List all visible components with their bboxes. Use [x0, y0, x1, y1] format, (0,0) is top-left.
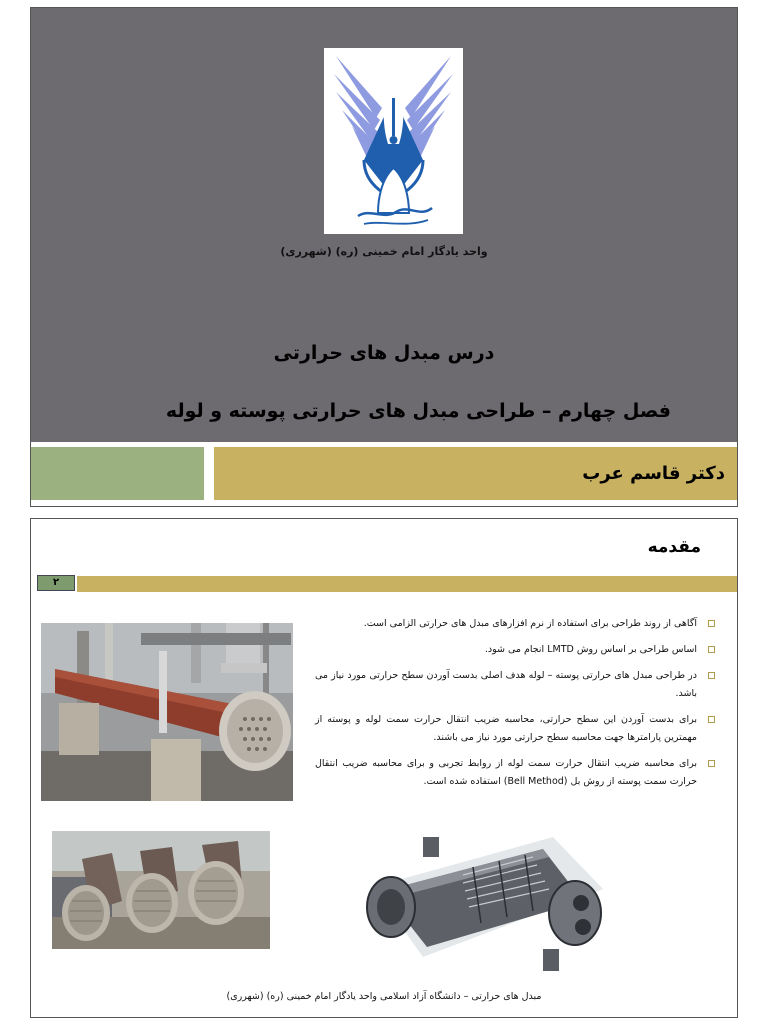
page-number-badge: ۲ — [37, 575, 75, 591]
list-item — [315, 641, 715, 659]
bullet-text: آگاهی از روند طراحی برای استفاده از نرم افزارهای مبدل های حرارتی الزامی است. — [363, 618, 697, 629]
title-underline-bar — [77, 576, 737, 592]
square-bullet-icon — [708, 716, 715, 723]
title-slide — [30, 7, 738, 507]
slide-title: مقدمه — [647, 537, 701, 557]
title-slide-divider — [31, 442, 737, 446]
square-bullet-icon — [708, 620, 715, 627]
exchanger-cutaway-drawing — [353, 827, 617, 981]
list-item — [315, 667, 715, 703]
title-slide-top-panel — [31, 8, 737, 442]
course-title: درس مبدل های حرارتی — [273, 342, 495, 364]
list-item — [315, 755, 715, 791]
slide-footer: مبدل های حرارتی – دانشگاه آزاد اسلامی واحد یادگار امام خمینی (ره) (شهرری) — [226, 991, 542, 1002]
bullet-text: برای بدست آوردن این سطح حرارتی، محاسبه ضریب انتقال حرارت سمت لوله و پوسته از مهمترین پارامترها جهت محاسبه سطح حرارتی مورد نیاز می باشند. — [315, 714, 697, 743]
square-bullet-icon — [708, 646, 715, 653]
square-bullet-icon — [708, 672, 715, 679]
author-bar — [214, 447, 737, 500]
bullet-list — [315, 615, 715, 799]
list-item — [315, 615, 715, 633]
bullet-text: برای محاسبه ضریب انتقال حرارت سمت لوله از روابط تجربی و برای محاسبه ضریب انتقال حرارت سمت پوسته از روش بل (Bell Method) استفاده شده است. — [315, 758, 697, 787]
author-name: دکتر قاسم عرب — [582, 463, 725, 484]
intro-slide — [30, 518, 738, 1018]
exchanger-tube-bundles-photo — [52, 831, 270, 949]
exchanger-photo-installed — [41, 623, 293, 801]
square-bullet-icon — [708, 760, 715, 767]
green-accent-block — [31, 447, 204, 500]
list-item — [315, 711, 715, 747]
chapter-title: فصل چهارم – طراحی مبدل های حرارتی پوسته و لوله — [165, 400, 671, 422]
university-logo-icon — [324, 48, 463, 234]
university-logo — [324, 48, 463, 234]
branch-name: واحد یادگار امام خمینی (ره) (شهرری) — [280, 245, 488, 258]
bullet-text: اساس طراحی بر اساس روش LMTD انجام می شود. — [484, 644, 697, 655]
bullet-text: در طراحی مبدل های حرارتی پوسته – لوله هدف اصلی بدست آوردن سطح حرارتی مورد نیاز می باشد. — [315, 670, 697, 699]
